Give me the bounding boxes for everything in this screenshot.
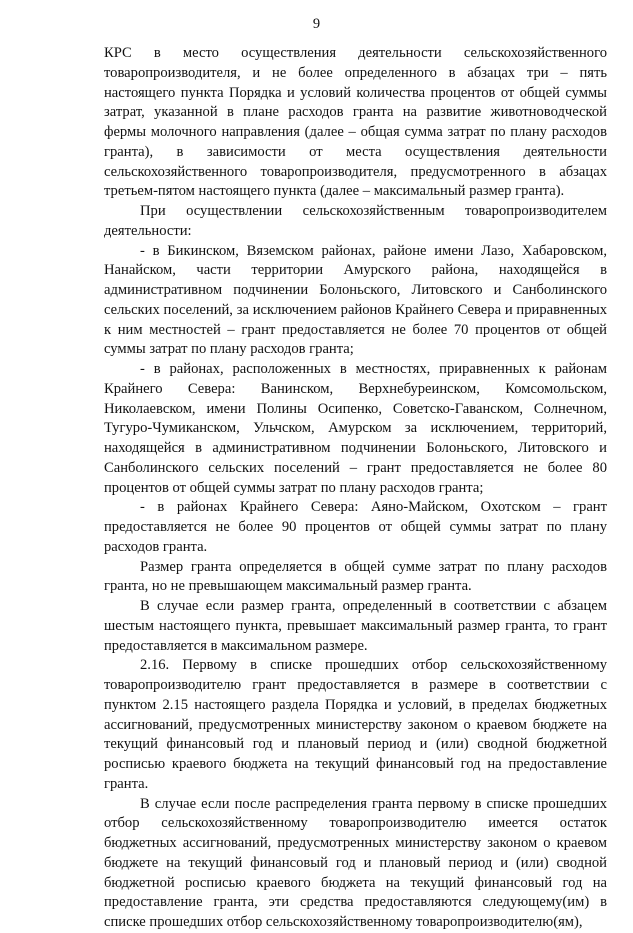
page-number: 9 bbox=[312, 16, 321, 32]
paragraph: При осуществлении сельскохозяйственным товаропроизводителем деятельности: bbox=[104, 203, 607, 239]
document-body bbox=[104, 44, 607, 933]
paragraph: В случае если после распределения гранта первому в списке прошедших отбор сельскохозяйственному товаропроизводителю имеется остаток бюджетных ассигнований, предусмотренных министерству законом о краевом бюджете на текущий финансовый год и плановый период и (или) сводной бюджетной росписью краевого бюджета на текущий финансовый год на предоставление гранта, эти средства предоставляются следующему(им) в списке прошедших отбор сельскохозяйственному товаропроизводителю(ям), bbox=[104, 795, 607, 930]
paragraph: В случае если размер гранта, определенный в соответствии с абзацем шестым настоящего пункта, превышает максимальный размер гранта, то грант предоставляется в максимальном размере. bbox=[104, 598, 607, 654]
list-item-paragraph: - в районах, расположенных в местностях, приравненных к районам Крайнего Севера: Ванинском, Верхнебуреинском, Комсомольском, Николаевском, имени Полины Осипенко, Советско-Гаванском, Солнечном, Тугуро-Чумиканском, Ульчском, Амурском за исключением, территорий, находящейся в административном подчинении Болоньского, Литовского и Санболинского сельских поселений – грант предоставляется не более 80 процентов от общей суммы затрат по плану расходов гранта; bbox=[104, 361, 607, 496]
list-item-paragraph: - в районах Крайнего Севера: Аяно-Майском, Охотском – грант предоставляется не более 90 процентов от общей суммы затрат по плану расходов гранта. bbox=[104, 499, 607, 555]
paragraph-continuation: КРС в место осуществления деятельности сельскохозяйственного товаропроизводителя, и не более определенного в абзацах три – пять настоящего пункта Порядка и условий количества процентов от общей суммы затрат, указанной в плане расходов гранта на развитие животноводческой фермы молочного направления (далее – общая сумма затрат по плану расходов гранта), в зависимости от места осуществления деятельности сельскохозяйственного товаропроизводителя, предусмотренного в абзацах третьем-пятом настоящего пункта (далее – максимальный размер гранта). bbox=[104, 45, 607, 200]
section-paragraph-2-16: 2.16. Первому в списке прошедших отбор сельскохозяйственному товаропроизводителю грант предоставляется в размере в соответствии с пунктом 2.15 настоящего раздела Порядка и условий, в пределах бюджетных ассигнований, предусмотренных министерству законом о краевом бюджете на текущий финансовый год и плановый период и (или) сводной бюджетной росписью краевого бюджета на текущий финансовый год на предоставление гранта. bbox=[104, 657, 607, 792]
paragraph: Размер гранта определяется в общей сумме затрат по плану расходов гранта, но не превышающем максимальный размер гранта. bbox=[104, 558, 607, 595]
list-item-paragraph: - в Бикинском, Вяземском районах, районе имени Лазо, Хабаровском, Нанайском, части территории Амурского района, находящейся в административном подчинении Болоньского, Литовского и Санболинского сельских поселений, за исключением районов Крайнего Севера и приравненных к ним местностей – грант предоставляется не более 70 процентов от общей суммы затрат по плану расходов гранта; bbox=[104, 242, 607, 358]
